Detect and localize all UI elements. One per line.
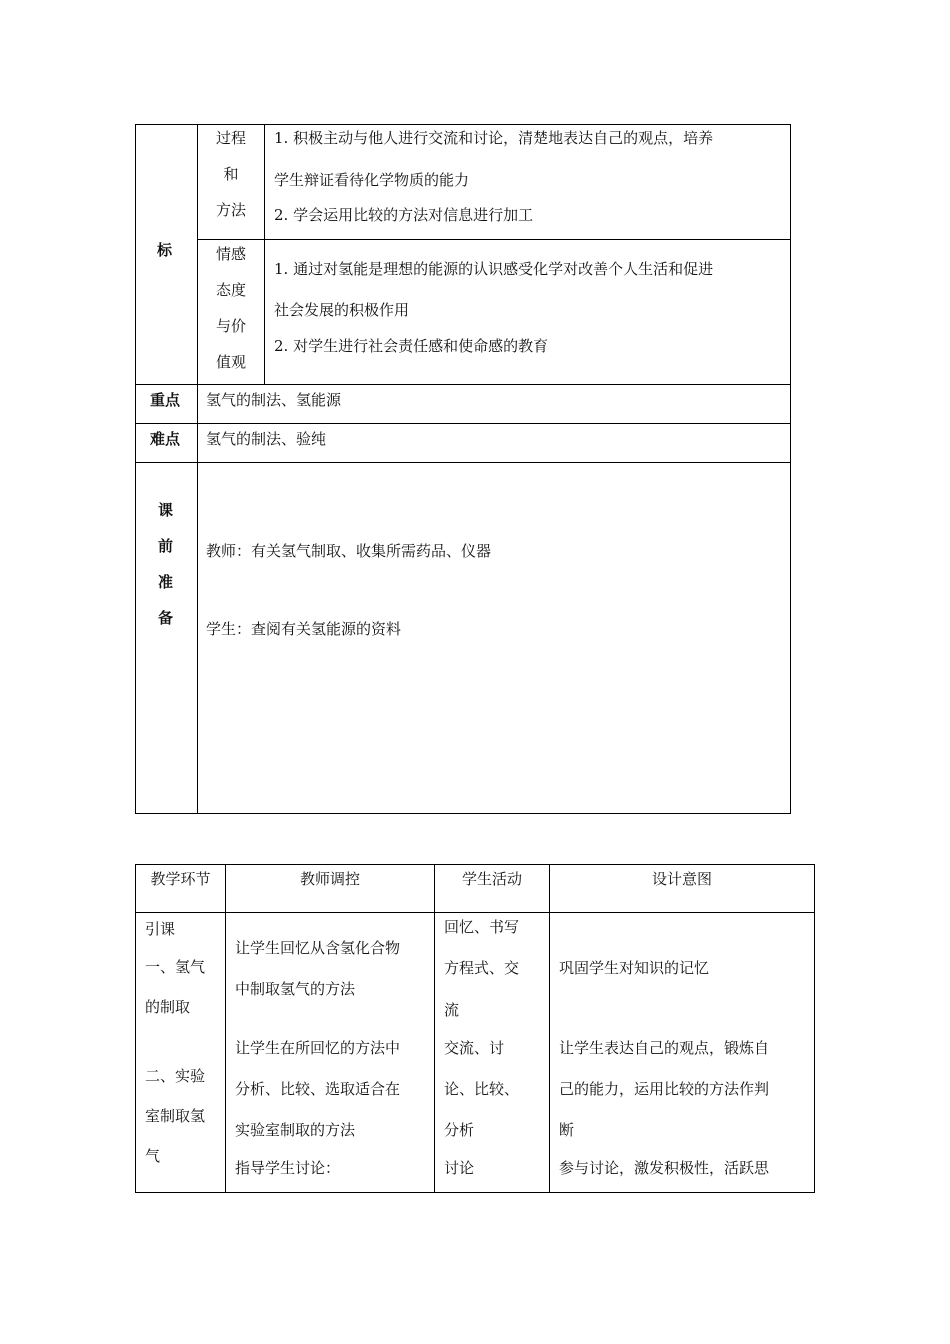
- process-label-line: 方法: [215, 201, 246, 219]
- table-divider: [135, 384, 791, 385]
- process-text-line: 学生辩证看待化学物质的能力: [274, 171, 470, 189]
- table-divider: [434, 864, 435, 1193]
- table-divider: [135, 462, 791, 463]
- table-border: [135, 813, 791, 814]
- student-text-line: 讨论: [444, 1159, 475, 1177]
- stage-text-line: 引课: [145, 920, 176, 938]
- emotion-text-line: 社会发展的积极作用: [274, 301, 410, 319]
- student-text-line: 流: [444, 1001, 460, 1019]
- stage-text-line: 一、氢气: [145, 958, 206, 976]
- teacher-text-line: 分析、比较、选取适合在: [235, 1080, 401, 1098]
- table-border: [790, 124, 791, 814]
- intent-text-line: 让学生表达自己的观点，锻炼自: [559, 1039, 770, 1057]
- header-student-activity: 学生活动: [461, 870, 522, 888]
- preparation-label-char: 前: [158, 537, 174, 555]
- table-divider: [197, 239, 791, 240]
- preparation-label-char: 备: [158, 609, 174, 627]
- header-design-intent: 设计意图: [651, 870, 712, 888]
- table-border: [135, 864, 815, 865]
- preparation-teacher: 教师：有关氢气制取、收集所需药品、仪器: [206, 542, 492, 560]
- preparation-student: 学生：查阅有关氢能源的资料: [206, 620, 402, 638]
- table-border: [135, 1192, 815, 1193]
- table-divider: [197, 124, 198, 814]
- emotion-label-line: 情感: [215, 245, 246, 263]
- objective-label: 标: [157, 241, 173, 259]
- difficulty-label: 难点: [150, 430, 181, 448]
- preparation-label-char: 课: [158, 501, 174, 519]
- student-text-line: 分析: [444, 1121, 475, 1139]
- process-label-line: 过程: [215, 129, 246, 147]
- process-text-line: 2. 学会运用比较的方法对信息进行加工: [274, 206, 534, 224]
- student-text-line: 回忆、书写: [444, 918, 520, 936]
- student-text-line: 方程式、交: [444, 959, 520, 977]
- emotion-text-line: 1. 通过对氢能是理想的能源的认识感受化学对改善个人生活和促进: [274, 260, 714, 278]
- intent-text-line: 巩固学生对知识的记忆: [559, 959, 710, 977]
- emotion-label-line: 态度: [215, 281, 246, 299]
- emotion-text-line: 2. 对学生进行社会责任感和使命感的教育: [274, 337, 549, 355]
- table-border: [135, 124, 791, 125]
- emotion-label-line: 值观: [215, 353, 246, 371]
- teacher-text-line: 让学生在所回忆的方法中: [235, 1039, 401, 1057]
- teacher-text-line: 让学生回忆从含氢化合物: [235, 939, 401, 957]
- stage-text-line: 气: [145, 1147, 161, 1165]
- teacher-text-line: 实验室制取的方法: [235, 1121, 356, 1139]
- teacher-text-line: 中制取氢气的方法: [235, 980, 356, 998]
- table-divider: [135, 912, 815, 913]
- table-border: [814, 864, 815, 1193]
- stage-text-line: 室制取氢: [145, 1107, 206, 1125]
- table-divider: [264, 124, 265, 385]
- key-point-value: 氢气的制法、氢能源: [206, 391, 342, 409]
- stage-text-line: 二、实验: [145, 1067, 206, 1085]
- key-point-label: 重点: [150, 391, 181, 409]
- table-border: [135, 124, 136, 814]
- header-teacher-control: 教师调控: [299, 870, 360, 888]
- table-divider: [549, 864, 550, 1193]
- table-divider: [135, 423, 791, 424]
- intent-text-line: 参与讨论，激发积极性，活跃思: [559, 1159, 770, 1177]
- stage-text-line: 的制取: [145, 998, 191, 1016]
- intent-text-line: 断: [559, 1121, 575, 1139]
- emotion-label-line: 与价: [215, 317, 246, 335]
- preparation-label-char: 准: [158, 573, 174, 591]
- table-divider: [225, 864, 226, 1193]
- header-teaching-stage: 教学环节: [150, 870, 211, 888]
- difficulty-value: 氢气的制法、验纯: [206, 430, 327, 448]
- student-text-line: 论、比较、: [444, 1080, 520, 1098]
- process-text-line: 1. 积极主动与他人进行交流和讨论，清楚地表达自己的观点，培养: [274, 129, 714, 147]
- teacher-text-line: 指导学生讨论：: [235, 1159, 341, 1177]
- table-border: [135, 864, 136, 1193]
- student-text-line: 交流、讨: [444, 1039, 505, 1057]
- process-label-line: 和: [223, 165, 239, 183]
- intent-text-line: 己的能力，运用比较的方法作判: [559, 1080, 770, 1098]
